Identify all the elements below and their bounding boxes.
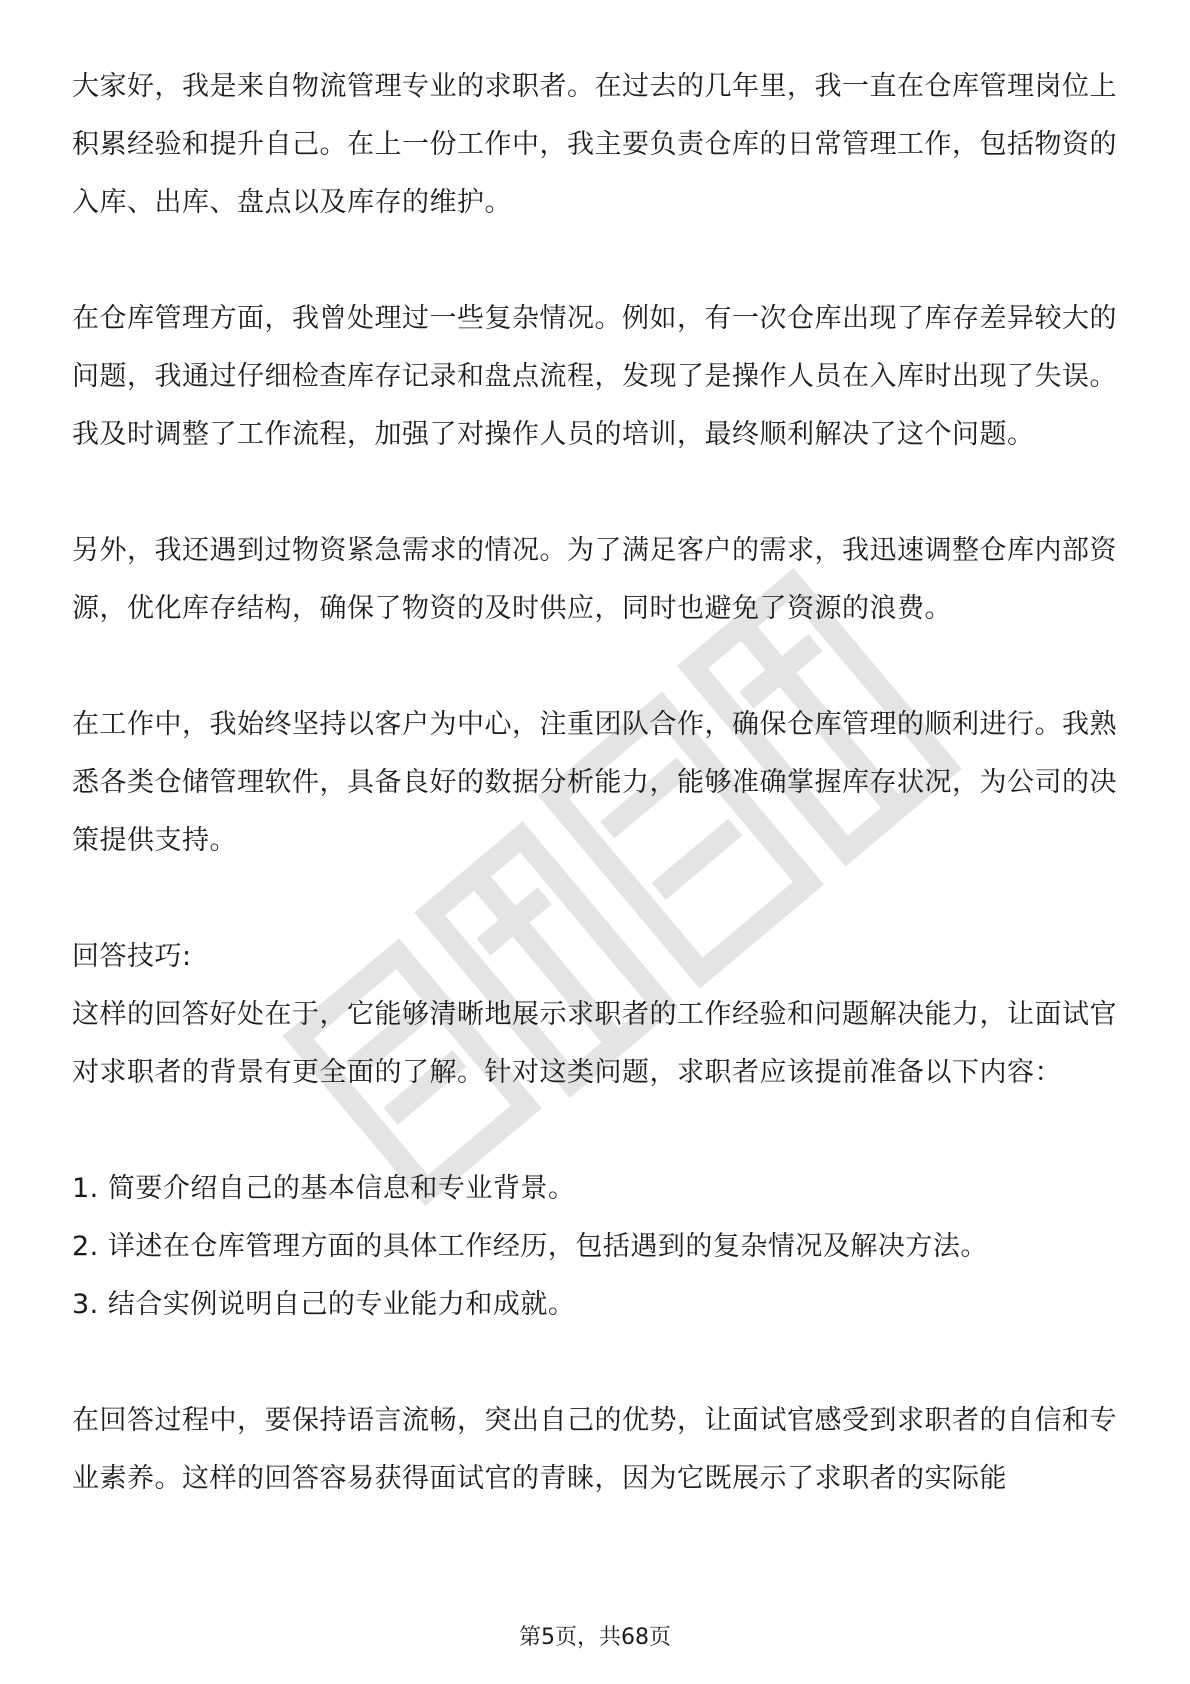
page-number: 第5页，共68页 <box>519 1625 671 1650</box>
paragraph-closing: 在回答过程中，要保持语言流畅，突出自己的优势，让面试官感受到求职者的自信和专业素养。这样的回答容易获得面试官的青睐，因为它既展示了求职者的实际能 <box>72 1405 1117 1494</box>
paragraph-intro: 大家好，我是来自物流管理专业的求职者。在过去的几年里，我一直在仓库管理岗位上积累经验和提升自己。在上一份工作中，我主要负责仓库的日常管理工作，包括物资的入库、出库、盘点以及库存的维护。 <box>72 71 1117 218</box>
list-item: 2. 详述在仓库管理方面的具体工作经历，包括遇到的复杂情况及解决方法。 <box>72 1231 988 1262</box>
document-body <box>72 58 1117 1508</box>
paragraph-warehouse-experience: 在仓库管理方面，我曾处理过一些复杂情况。例如，有一次仓库出现了库存差异较大的问题，我通过仔细检查库存记录和盘点流程，发现了是操作人员在入库时出现了失误。我及时调整了工作流程，加强了对操作人员的培训，最终顺利解决了这个问题。 <box>72 303 1117 450</box>
paragraph-tips-explanation: 这样的回答好处在于，它能够清晰地展示求职者的工作经验和问题解决能力，让面试官对求职者的背景有更全面的了解。针对这类问题，求职者应该提前准备以下内容： <box>72 999 1117 1088</box>
list-item: 3. 结合实例说明自己的专业能力和成就。 <box>72 1289 576 1320</box>
tips-heading: 回答技巧: <box>72 941 192 972</box>
list-item: 1. 简要介绍自己的基本信息和专业背景。 <box>72 1173 576 1204</box>
paragraph-urgent-demand: 另外，我还遇到过物资紧急需求的情况。为了满足客户的需求，我迅速调整仓库内部资源，优化库存结构，确保了物资的及时供应，同时也避免了资源的浪费。 <box>72 535 1117 624</box>
paragraph-work-attitude: 在工作中，我始终坚持以客户为中心，注重团队合作，确保仓库管理的顺利进行。我熟悉各类仓储管理软件，具备良好的数据分析能力，能够准确掌握库存状况，为公司的决策提供支持。 <box>72 709 1117 856</box>
